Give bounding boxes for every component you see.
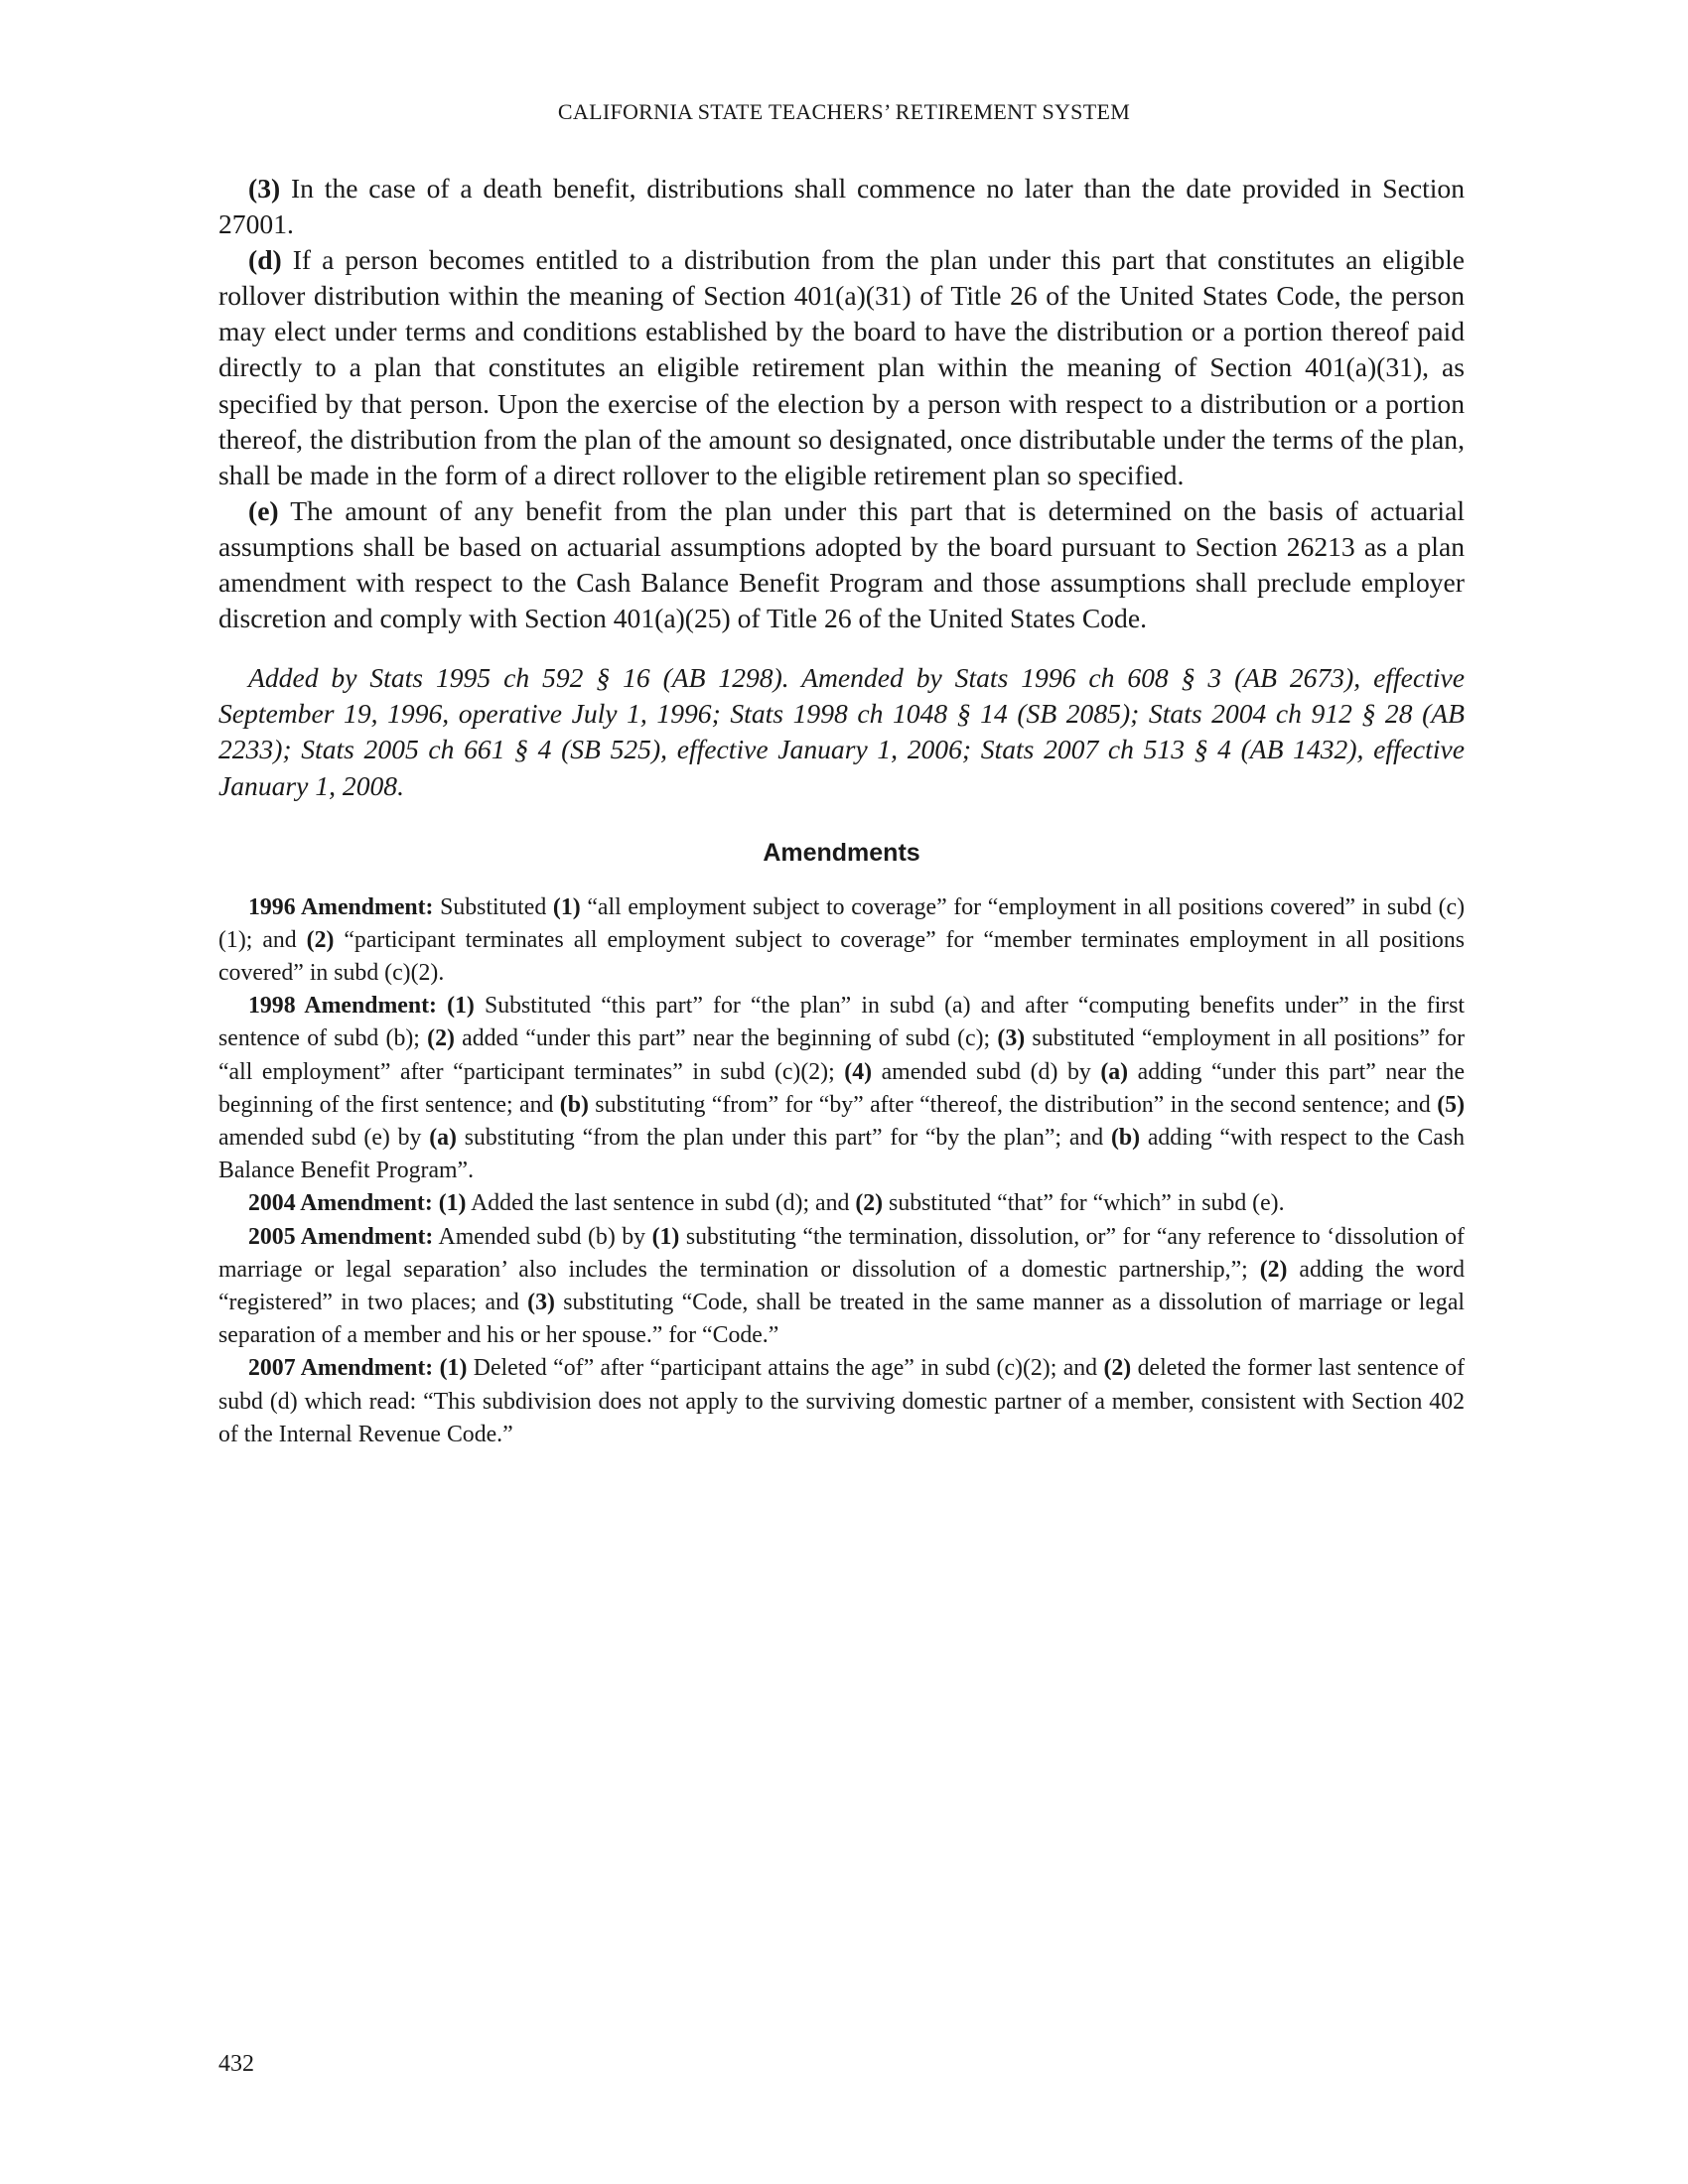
amendment-item-marker: (2) (855, 1190, 884, 1217)
amendment-label: 1998 Amendment: (248, 993, 437, 1020)
amendment-item-marker: (a) (1100, 1058, 1129, 1085)
amendment-text: “all employment subject to coverage” for “employment in all positions covered” in subd (c)(1); and (218, 893, 1465, 953)
amendment-label: 2005 Amendment: (248, 1223, 434, 1250)
amendment-item-marker: (5) (1437, 1091, 1465, 1118)
paragraph-text: If a person becomes entitled to a distribution from the plan under this part that constitutes an eligible rollover distribution within the meaning of Section 401(a)(31) of Title 26 of the United States Code, the person may elect under terms and conditions established by the board to have the distribution or a portion thereof paid directly to a plan that constitutes an eligible retirement plan within the meaning of Section 401(a)(31), as specified by that person. Upon the exercise of the election by a person with respect to a distribution or a portion thereof, the distribution from the plan of the amount so designated, once distributable under the terms of the plan, shall be made in the form of a direct rollover to the eligible retirement plan so specified. (218, 244, 1465, 490)
amendment-item-marker: (4) (844, 1058, 873, 1085)
running-header: CALIFORNIA STATE TEACHERS’ RETIREMENT SYSTEM (557, 99, 1131, 124)
paragraph-label: (3) (248, 173, 281, 204)
amendment-label: 2004 Amendment: (248, 1190, 433, 1217)
amendment-text: Substituted “this part” for “the plan” in subd (a) and after “computing benefits under” in the first sentence of subd (b); (218, 993, 1465, 1052)
section-body (218, 171, 1465, 1451)
amendment-paragraph (218, 1187, 1465, 1220)
amendment-paragraph (218, 990, 1465, 1187)
paragraph-text: The amount of any benefit from the plan under this part that is determined on the basis of actuarial assumptions shall be based on actuarial assumptions adopted by the board pursuant to Section 26213 as a plan amendment with respect to the Cash Balance Benefit Program and those assumptions shall preclude employer discretion and comply with Section 401(a)(25) of Title 26 of the United States Code. (218, 494, 1465, 634)
paragraph-3 (218, 171, 1465, 242)
amendment-text: “participant terminates all employment subject to coverage” for “member terminates employment in all positions covered” in subd (c)(2). (218, 926, 1465, 986)
amendment-item-marker: (1) (439, 1355, 468, 1382)
paragraph-d (218, 242, 1465, 493)
amendment-item-marker: (2) (306, 926, 335, 953)
amendment-item-marker: (3) (997, 1025, 1026, 1052)
amendment-item-marker: (2) (1103, 1355, 1132, 1382)
amendment-text: substituting “from the plan under this part” for “by the plan”; and (456, 1125, 1111, 1152)
amendment-text: Substituted (433, 893, 553, 920)
amendment-paragraph (218, 891, 1465, 991)
paragraph-label: (d) (248, 244, 282, 276)
amendment-text: adding “under this part” near the beginning of the first sentence; and (218, 1058, 1466, 1118)
amendment-text: substituting “from” for “by” after “thereof, the distribution” in the second sentence; and (588, 1091, 1438, 1118)
amendment-item-marker: (b) (559, 1091, 589, 1118)
amendment-item-marker: (3) (527, 1290, 555, 1316)
amendments-list (218, 891, 1465, 1451)
amendment-text: Added the last sentence in subd (d); and (466, 1190, 856, 1217)
amendment-label: 2007 Amendment: (248, 1355, 434, 1382)
amendment-paragraph (218, 1352, 1465, 1451)
amendment-item-marker: (a) (429, 1125, 457, 1152)
amendment-item-marker: (1) (552, 893, 581, 920)
amendment-text: substituted “that” for “which” in subd (e). (883, 1190, 1285, 1217)
amendment-paragraph (218, 1221, 1465, 1353)
amendment-text: amended subd (e) by (218, 1125, 430, 1152)
amendment-text: adding “with respect to the Cash Balance Benefit Program”. (218, 1125, 1465, 1184)
amendment-item-marker: (1) (438, 1190, 467, 1217)
paragraph-e (218, 493, 1465, 636)
amendment-text: amended subd (d) by (872, 1058, 1101, 1085)
amendment-item-marker: (b) (1110, 1125, 1141, 1152)
amendment-text: substituted “employment in all positions” for “all employment” after “participant terminates” in subd (c)(2); (218, 1025, 1465, 1085)
amendment-text (437, 993, 447, 1019)
amendment-item-marker: (1) (447, 993, 475, 1020)
amendment-item-marker: (2) (427, 1025, 455, 1052)
legislative-history: Added by Stats 1995 ch 592 § 16 (AB 1298). Amended by Stats 1996 ch 608 § 3 (AB 2673), effective September 19, 1996, operative July 1, 1996; Stats 1998 ch 1048 § 14 (SB 2085); Stats 2004 ch 912 § 28 (AB 2233); Stats 2005 ch 661 § 4 (SB 525), effective January 1, 2006; Stats 2007 ch 513 § 4 (AB 1432), effective January 1, 2008. (218, 662, 1465, 801)
amendment-text: deleted the former last sentence of subd (d) which read: “This subdivision does not apply to the surviving domestic partner of a member, consistent with Section 402 of the Internal Revenue Code.” (218, 1355, 1465, 1447)
amendment-text: Amended subd (b) by (433, 1223, 652, 1250)
amendment-label: 1996 Amendment: (248, 893, 434, 920)
amendment-text: substituting “Code, shall be treated in the same manner as a dissolution of marriage or legal separation of a member and his or her spouse.” for “Code.” (218, 1290, 1466, 1349)
amendment-text: Deleted “of” after “participant attains the age” in subd (c)(2); and (467, 1355, 1104, 1382)
page-number: 432 (218, 2051, 254, 2077)
amendment-text: added “under this part” near the beginning of subd (c); (454, 1025, 998, 1052)
paragraph-text: In the case of a death benefit, distributions shall commence no later than the date provided in Section 27001. (218, 173, 1465, 240)
paragraph-label: (e) (248, 494, 279, 526)
amendment-item-marker: (1) (651, 1223, 680, 1250)
amendment-text: adding the word “registered” in two places; and (218, 1256, 1465, 1316)
amendments-heading: Amendments (763, 838, 920, 867)
amendment-item-marker: (2) (1259, 1256, 1288, 1283)
amendment-text: substituting “the termination, dissolution, or” for “any reference to ‘dissolution of marriage or legal separation’ also includes the termination or dissolution of a domestic partnership,”; (218, 1223, 1465, 1283)
